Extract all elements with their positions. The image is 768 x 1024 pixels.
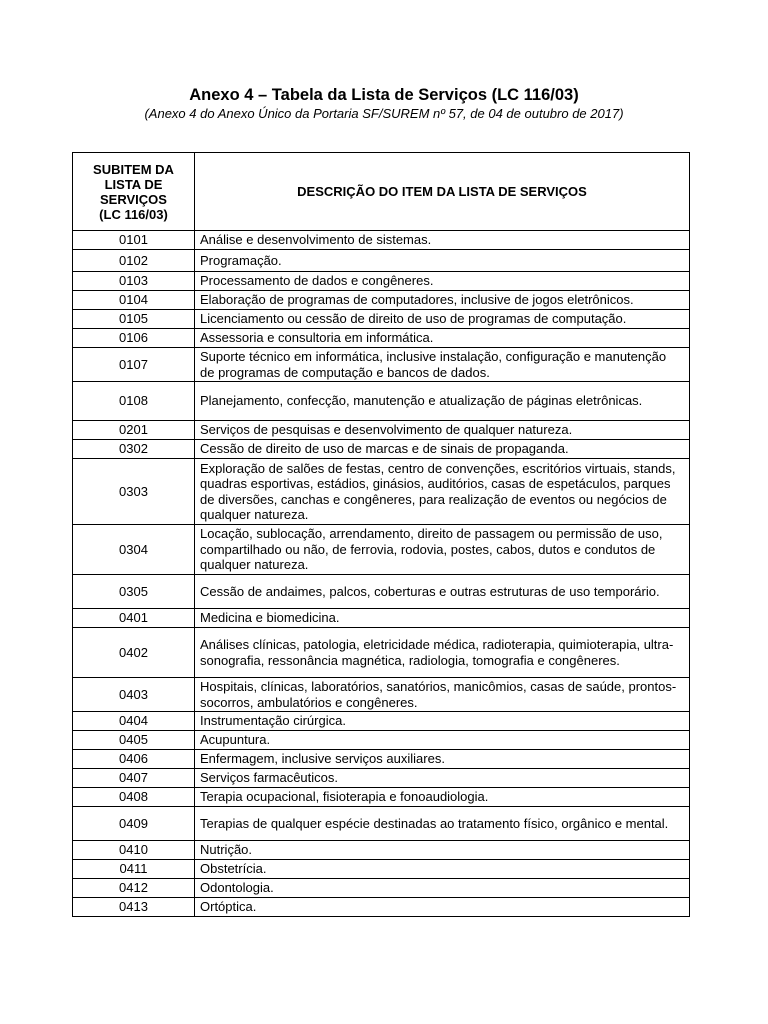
- service-description: Enfermagem, inclusive serviços auxiliares.: [195, 750, 690, 769]
- service-description: Ortóptica.: [195, 898, 690, 917]
- subitem-code: 0302: [73, 440, 195, 459]
- service-description: Análise e desenvolvimento de sistemas.: [195, 231, 690, 250]
- subitem-code: 0105: [73, 310, 195, 329]
- service-description: Suporte técnico em informática, inclusive instalação, configuração e manutenção de programas de computação e bancos de dados.: [195, 348, 690, 382]
- subitem-code: 0401: [73, 609, 195, 628]
- service-description: Cessão de direito de uso de marcas e de sinais de propaganda.: [195, 440, 690, 459]
- service-description: Exploração de salões de festas, centro de convenções, escritórios virtuais, stands, quadras esportivas, estádios, ginásios, auditórios, casas de espetáculos, parques de diversões, canchas e congêneres, para realização de eventos ou negócios de qualquer natureza.: [195, 459, 690, 525]
- subitem-code: 0106: [73, 329, 195, 348]
- subitem-code: 0101: [73, 231, 195, 250]
- table-row: [73, 628, 690, 678]
- page-subtitle: (Anexo 4 do Anexo Único da Portaria SF/SUREM nº 57, de 04 de outubro de 2017): [144, 106, 624, 121]
- table-row: [73, 609, 690, 628]
- subitem-code: 0303: [73, 459, 195, 525]
- table-row: [73, 898, 690, 917]
- column-header-subitem-line: LISTA DE: [104, 176, 163, 192]
- table-row: [73, 310, 690, 329]
- subitem-code: 0411: [73, 860, 195, 879]
- subitem-code: 0407: [73, 769, 195, 788]
- subitem-code: 0403: [73, 678, 195, 712]
- service-description: Odontologia.: [195, 879, 690, 898]
- subitem-code: 0402: [73, 628, 195, 678]
- subitem-code: 0408: [73, 788, 195, 807]
- service-description: Instrumentação cirúrgica.: [195, 712, 690, 731]
- table-row: [73, 348, 690, 382]
- service-description: Acupuntura.: [195, 731, 690, 750]
- service-description: Serviços farmacêuticos.: [195, 769, 690, 788]
- service-description: Licenciamento ou cessão de direito de uso de programas de computação.: [195, 310, 690, 329]
- subitem-code: 0412: [73, 879, 195, 898]
- table-row: [73, 860, 690, 879]
- subitem-code: 0107: [73, 348, 195, 382]
- table-header-row: [73, 153, 690, 231]
- service-description: Medicina e biomedicina.: [195, 609, 690, 628]
- subitem-code: 0201: [73, 421, 195, 440]
- subitem-code: 0108: [73, 382, 195, 421]
- column-header-subitem-line: SERVIÇOS: [100, 191, 167, 207]
- page-title: Anexo 4 – Tabela da Lista de Serviços (LC 116/03): [189, 86, 579, 104]
- service-description: Planejamento, confecção, manutenção e atualização de páginas eletrônicas.: [195, 382, 690, 421]
- table-row: [73, 807, 690, 841]
- subitem-code: 0409: [73, 807, 195, 841]
- column-header-subitem-line: (LC 116/03): [99, 206, 168, 222]
- table-row: [73, 678, 690, 712]
- table-row: [73, 272, 690, 291]
- subitem-code: 0104: [73, 291, 195, 310]
- table-row: [73, 382, 690, 421]
- service-description: Terapias de qualquer espécie destinadas ao tratamento físico, orgânico e mental.: [195, 807, 690, 841]
- table-row: [73, 788, 690, 807]
- table-row: [73, 575, 690, 609]
- service-description: Programação.: [195, 250, 690, 272]
- subitem-code: 0305: [73, 575, 195, 609]
- table-row: [73, 231, 690, 250]
- service-description: Hospitais, clínicas, laboratórios, sanatórios, manicômios, casas de saúde, prontos-socorros, ambulatórios e congêneres.: [195, 678, 690, 712]
- table-row: [73, 329, 690, 348]
- subitem-code: 0304: [73, 525, 195, 575]
- table-row: [73, 712, 690, 731]
- service-description: Assessoria e consultoria em informática.: [195, 329, 690, 348]
- services-table: [72, 152, 690, 917]
- table-row: [73, 440, 690, 459]
- column-header-description: DESCRIÇÃO DO ITEM DA LISTA DE SERVIÇOS: [195, 153, 690, 231]
- table-row: [73, 250, 690, 272]
- column-header-subitem-line: SUBITEM DA: [93, 161, 174, 177]
- service-description: Obstetrícia.: [195, 860, 690, 879]
- subitem-code: 0405: [73, 731, 195, 750]
- service-description: Cessão de andaimes, palcos, coberturas e outras estruturas de uso temporário.: [195, 575, 690, 609]
- service-description: Locação, sublocação, arrendamento, direito de passagem ou permissão de uso, compartilhado ou não, de ferrovia, rodovia, postes, cabos, dutos e condutos de qualquer natureza.: [195, 525, 690, 575]
- table-row: [73, 841, 690, 860]
- subitem-code: 0406: [73, 750, 195, 769]
- subitem-code: 0410: [73, 841, 195, 860]
- service-description: Nutrição.: [195, 841, 690, 860]
- column-header-subitem: [73, 153, 195, 231]
- subitem-code: 0404: [73, 712, 195, 731]
- subitem-code: 0103: [73, 272, 195, 291]
- table-row: [73, 291, 690, 310]
- service-description: Processamento de dados e congêneres.: [195, 272, 690, 291]
- service-description: Elaboração de programas de computadores, inclusive de jogos eletrônicos.: [195, 291, 690, 310]
- table-row: [73, 459, 690, 525]
- table-row: [73, 421, 690, 440]
- table-row: [73, 525, 690, 575]
- table-row: [73, 769, 690, 788]
- table-row: [73, 750, 690, 769]
- service-description: Terapia ocupacional, fisioterapia e fonoaudiologia.: [195, 788, 690, 807]
- table-row: [73, 731, 690, 750]
- subitem-code: 0413: [73, 898, 195, 917]
- table-row: [73, 879, 690, 898]
- subitem-code: 0102: [73, 250, 195, 272]
- service-description: Análises clínicas, patologia, eletricidade médica, radioterapia, quimioterapia, ultra-sonografia, ressonância magnética, radiologia, tomografia e congêneres.: [195, 628, 690, 678]
- service-description: Serviços de pesquisas e desenvolvimento de qualquer natureza.: [195, 421, 690, 440]
